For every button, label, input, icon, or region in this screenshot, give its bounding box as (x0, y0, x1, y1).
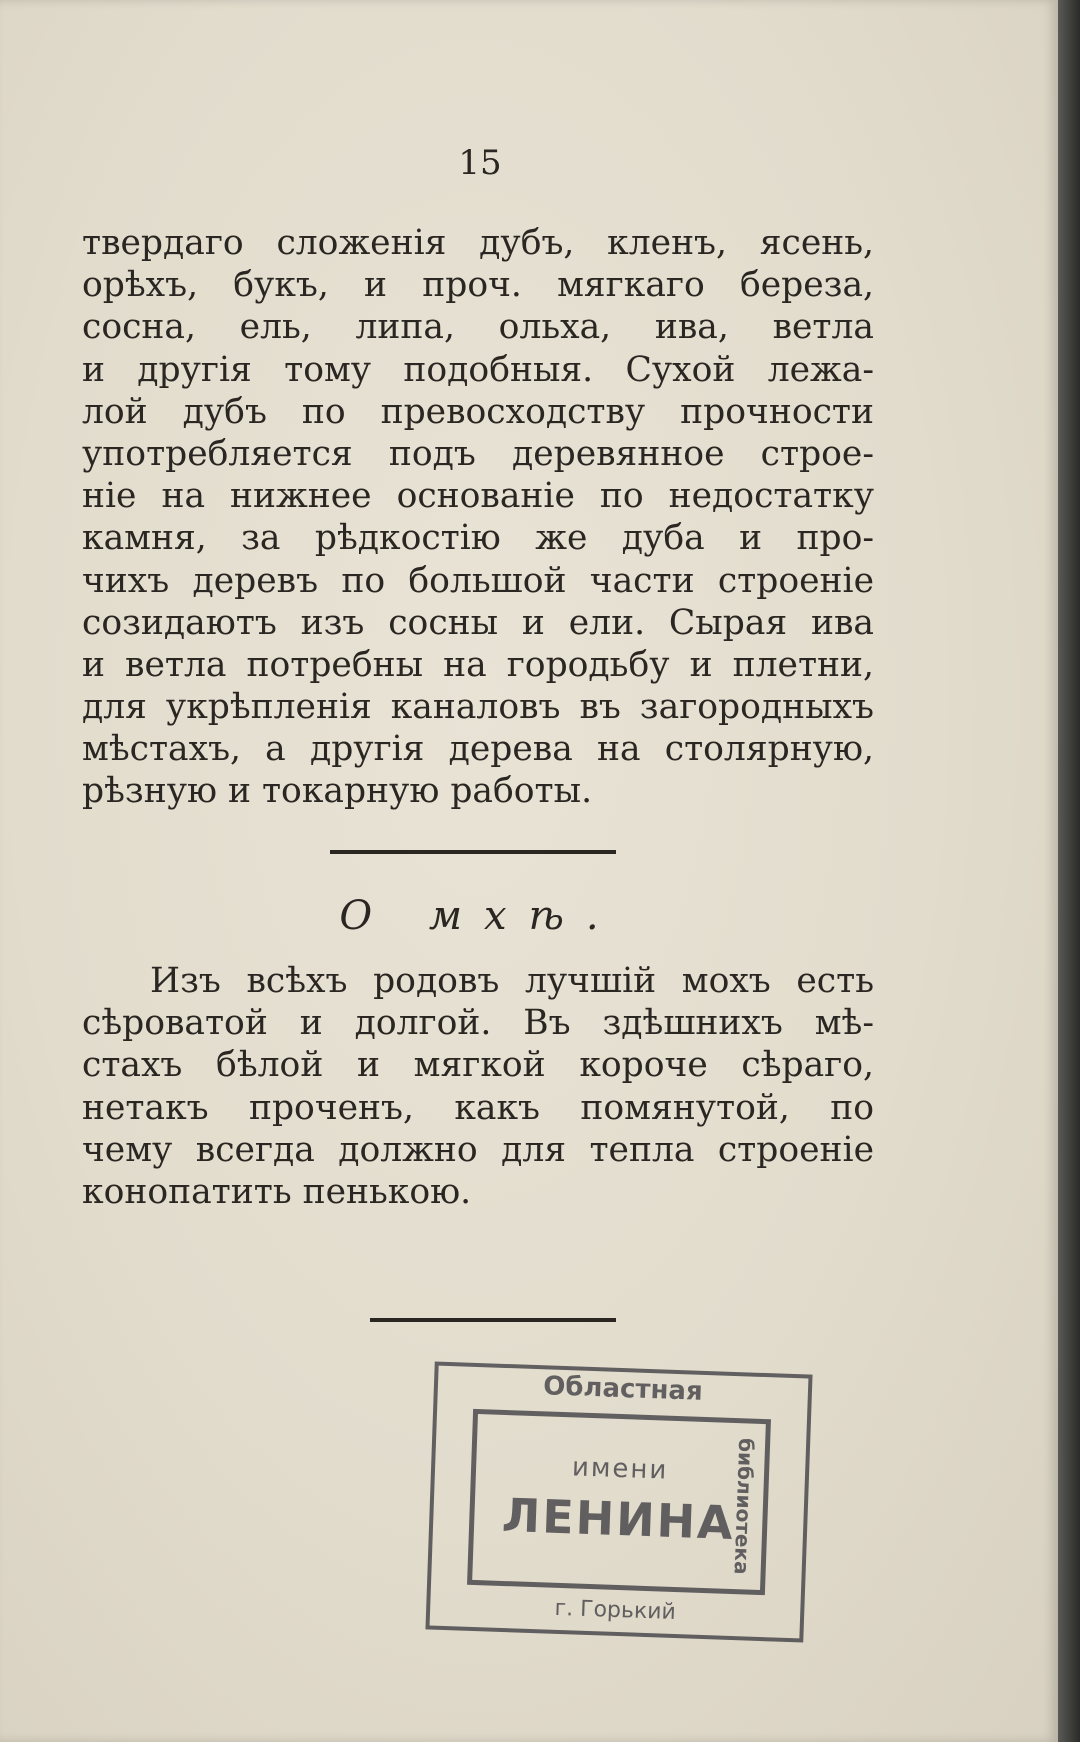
text-line: конопатить пенькою. (82, 1171, 472, 1212)
section-heading: О мхѣ. (339, 893, 621, 939)
end-divider (370, 1318, 616, 1322)
section-divider (330, 850, 616, 854)
text-line: чихъ деревъ по большой части строеніе (82, 560, 874, 601)
text-line: камня, за рѣдкостію же дуба и про- (82, 518, 874, 559)
text-line: орѣхъ, букъ, и проч. мягкаго береза, (82, 265, 874, 306)
stamp-main-text: ЛЕНИНА (501, 1487, 736, 1551)
text-line: ніе на нижнее основаніе по недостатку (82, 476, 874, 517)
text-line: созидаютъ изъ сосны и ели. Сырая ива (82, 602, 874, 643)
stamp-middle-text: имени (571, 1452, 669, 1486)
text-line: рѣзную и токарную работы. (82, 771, 593, 812)
text-line: мѣстахъ, а другія дерева на столярную, (82, 729, 874, 770)
text-line: чему всегда должно для тепла строеніе (82, 1129, 874, 1170)
book-edge (1058, 0, 1080, 1742)
text-line: для укрѣпленія каналовъ въ загородныхъ (82, 687, 874, 728)
text-line: нетакъ проченъ, какъ помянутой, по (82, 1087, 874, 1128)
text-line: лой дубъ по превосходству прочности (82, 391, 874, 432)
text-line: и ветла потребны на городьбу и плетни, (82, 644, 874, 685)
page-number: 15 (458, 143, 502, 183)
text-line: и другія тому подобныя. Сухой лежа- (82, 349, 874, 390)
text-line: сосна, ель, липа, ольха, ива, ветла (82, 307, 874, 348)
library-stamp (425, 1361, 812, 1642)
text-line: сѣроватой и долгой. Въ здѣшнихъ мѣ- (82, 1003, 874, 1044)
stamp-bottom-text: г. Горький (554, 1595, 677, 1626)
paragraph-trees (82, 222, 874, 813)
paragraph-moss (82, 960, 874, 1213)
text-line: твердаго сложенія дубъ, кленъ, ясень, (82, 223, 874, 263)
text-line: Изъ всѣхъ родовъ лучшій мохъ есть (150, 961, 874, 1001)
text-line: употребляется подъ деревянное строе- (82, 433, 874, 474)
stamp-side-text: библиотека (729, 1437, 759, 1576)
text-line: стахъ бѣлой и мягкой короче сѣраго, (82, 1045, 874, 1086)
stamp-top-text: Областная (542, 1371, 704, 1407)
